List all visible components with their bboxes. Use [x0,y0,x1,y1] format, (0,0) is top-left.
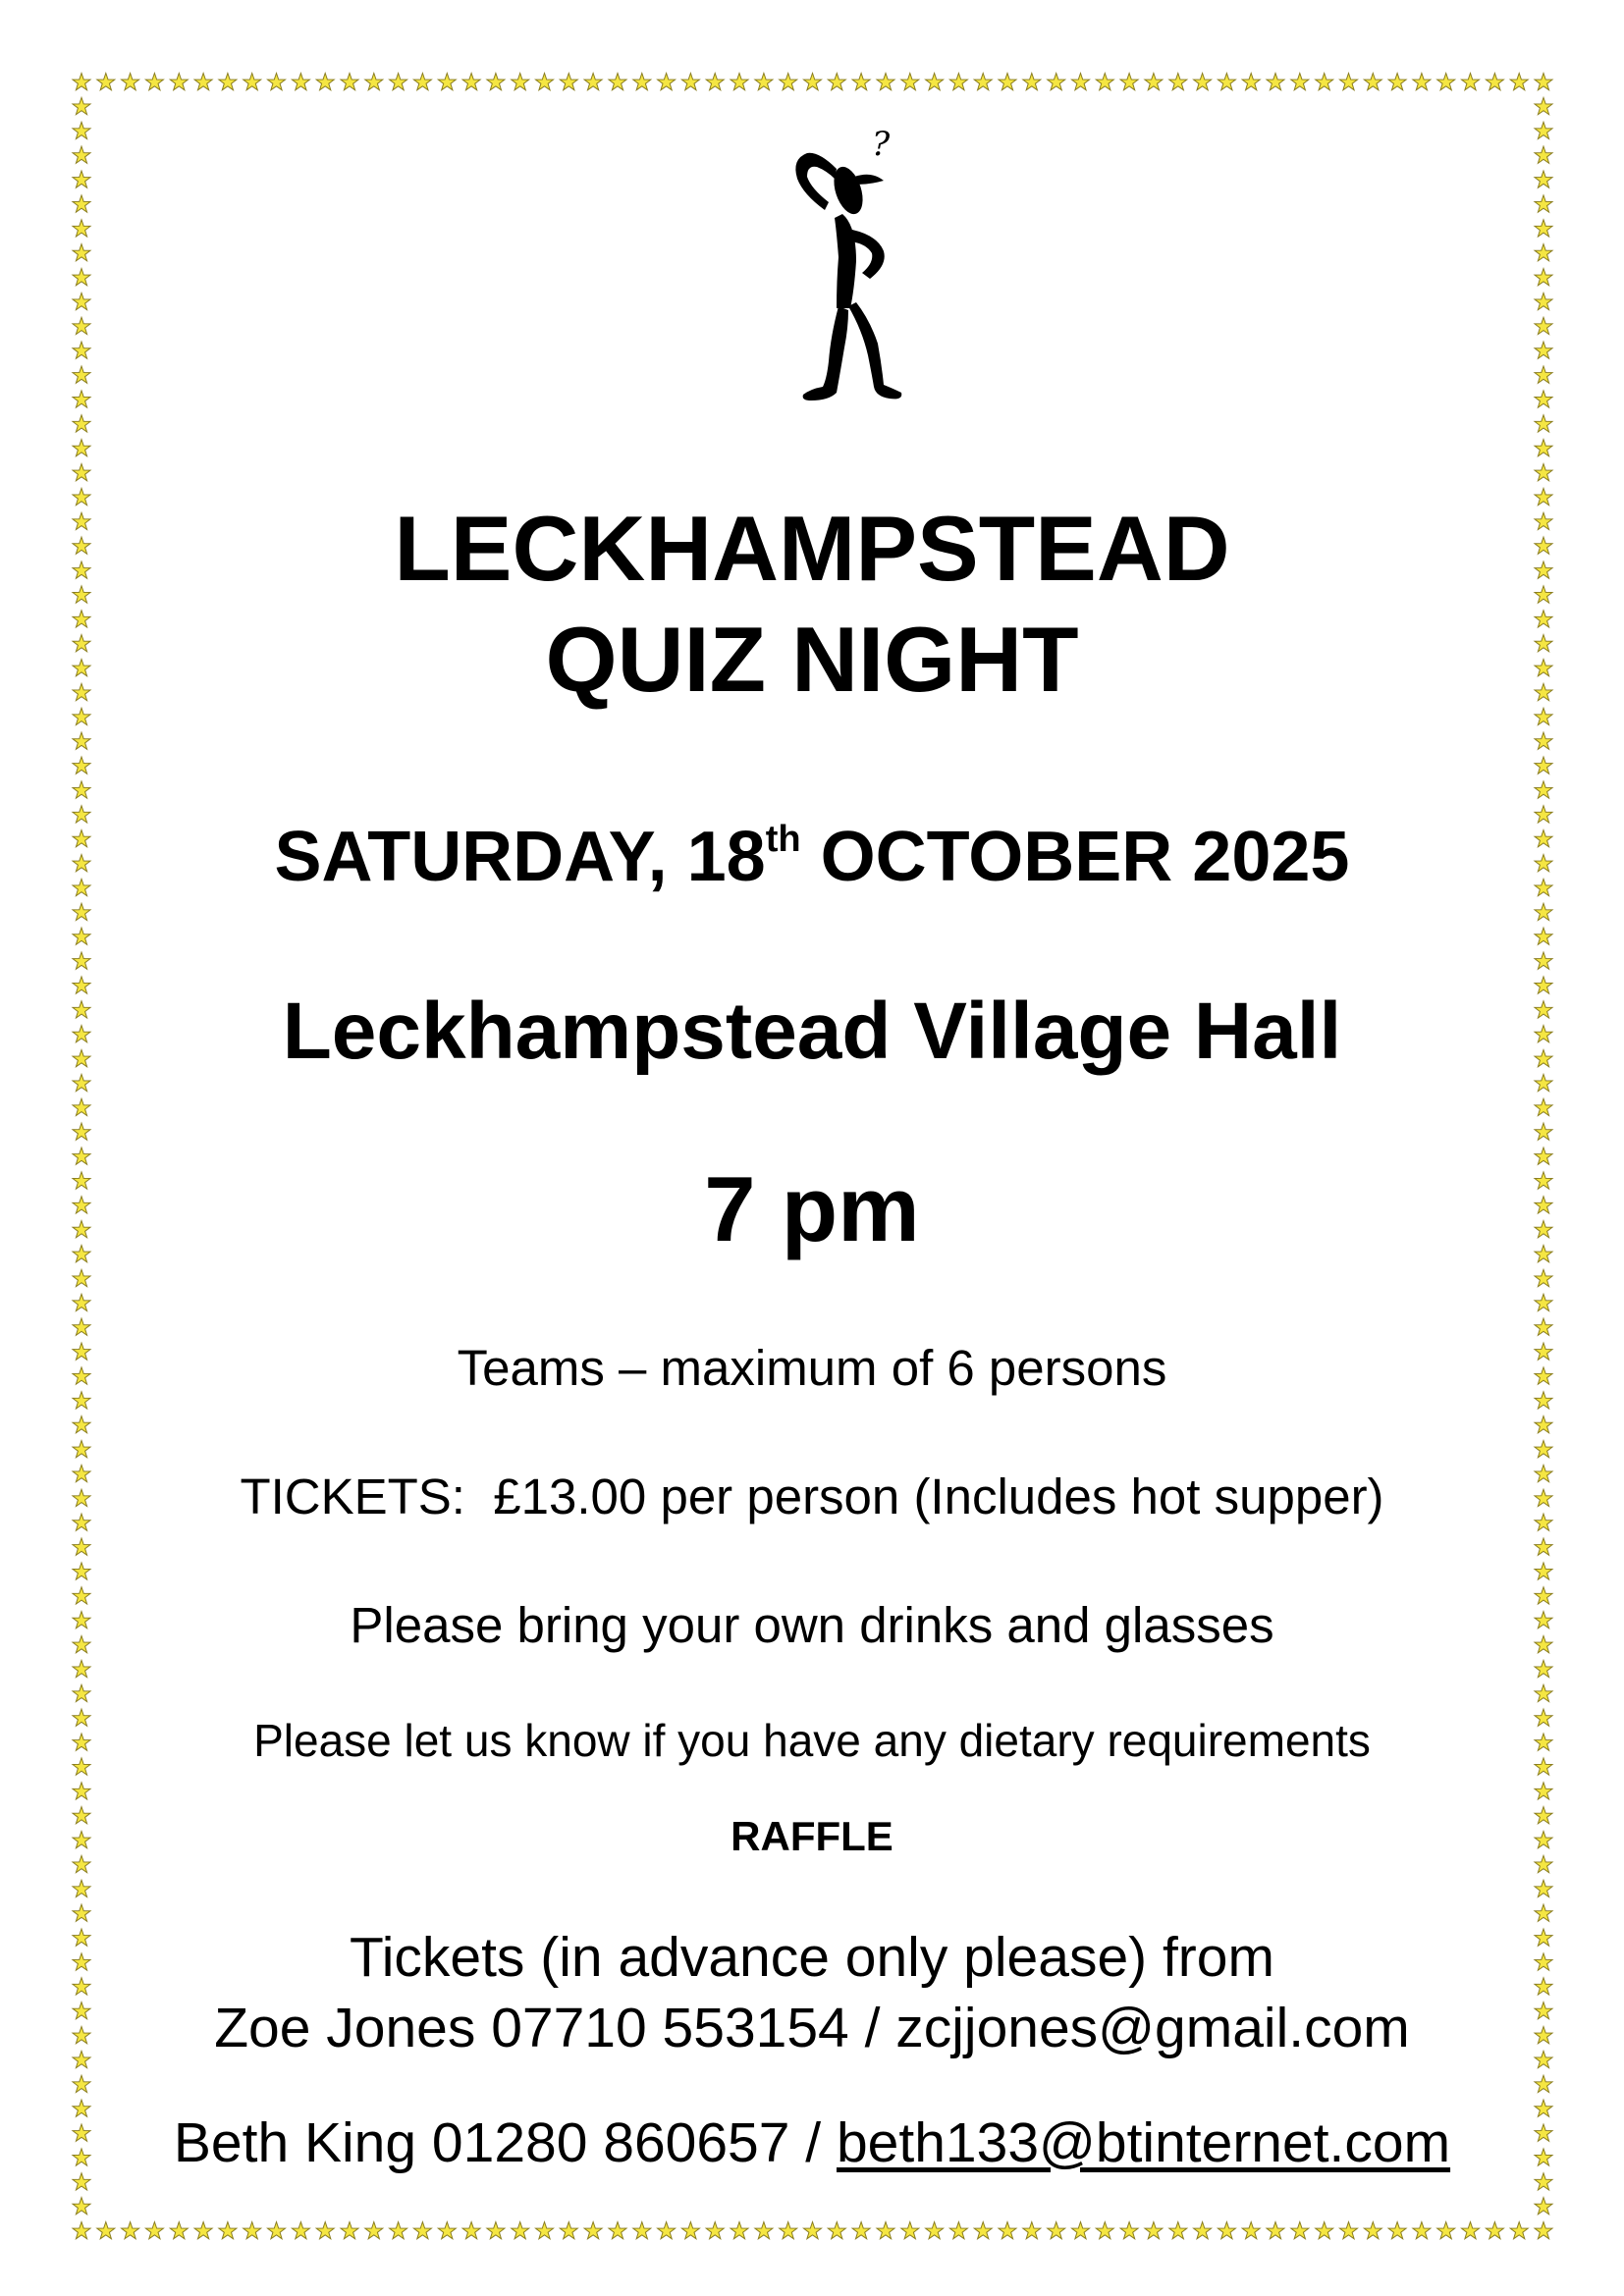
star-icon [73,1269,90,1286]
title-line-1: LECKHAMPSTEAD [394,497,1230,600]
star-icon [1535,220,1552,237]
confused-stick-figure-icon [746,116,943,410]
star-icon [73,391,90,407]
star-icon [780,74,797,90]
star-icon [73,1416,90,1433]
star-icon [1535,440,1552,456]
star-icon [73,464,90,481]
star-icon [73,1294,90,1310]
star-icon [292,74,309,90]
star-icon [341,2222,358,2239]
star-icon [73,366,90,383]
star-icon [1535,2075,1552,2092]
star-icon [852,74,870,90]
star-icon [365,2222,383,2239]
title-line-2: QUIZ NIGHT [545,608,1079,711]
star-icon [73,1318,90,1335]
star-icon [73,1904,90,1921]
star-icon [1535,2173,1552,2190]
star-icon [170,2222,188,2239]
star-icon [1535,1074,1552,1091]
star-icon [1535,2198,1552,2215]
star-icon [828,74,845,90]
star-icon [73,1855,90,1872]
star-icon [1535,97,1552,114]
star-icon [73,342,90,358]
star-icon [1145,74,1163,90]
star-icon [1535,1441,1552,1458]
star-icon [219,2222,237,2239]
star-icon [73,1098,90,1115]
star-icon [316,74,334,90]
star-icon [1340,74,1358,90]
star-icon [1169,2222,1187,2239]
event-time: 7 pm [704,1157,920,1260]
star-icon [512,2222,529,2239]
star-icon [1535,928,1552,944]
star-icon [1535,952,1552,969]
star-icon [194,74,212,90]
star-icon [73,781,90,798]
star-icon [1267,74,1284,90]
contact-zoe-jones: Zoe Jones 07710 553154 / zcjjones@gmail.com [214,1997,1410,2059]
event-venue: Leckhampstead Village Hall [282,987,1342,1076]
star-icon [438,74,456,90]
star-icon [804,74,822,90]
star-icon [1510,74,1528,90]
star-icon [487,74,505,90]
star-icon [73,708,90,724]
star-icon [1535,342,1552,358]
star-icon [73,757,90,774]
star-icon [1535,708,1552,724]
star-icon [1120,74,1138,90]
star-icon [73,244,90,261]
star-icon [1267,2222,1284,2239]
star-icon [1535,1416,1552,1433]
star-icon [1535,1318,1552,1335]
star-icon [73,1783,90,1799]
star-icon [1194,74,1212,90]
contact-beth-king [0,2111,1624,2174]
star-icon [731,74,748,90]
star-icon [73,928,90,944]
star-icon [1535,122,1552,138]
star-icon [73,415,90,432]
event-date-ordinal: th [765,819,801,860]
star-icon [633,2222,651,2239]
star-icon [1535,366,1552,383]
star-icon [73,1563,90,1579]
star-icon [73,1123,90,1140]
star-icon [658,2222,676,2239]
beth-email-link[interactable]: beth133@btinternet.com [836,2111,1451,2174]
star-icon [1535,1294,1552,1310]
star-icon [584,74,602,90]
star-icon [1413,74,1431,90]
star-icon [73,2173,90,2190]
star-icon [462,2222,480,2239]
star-icon [1072,74,1090,90]
event-date-day: SATURDAY, 18 [274,818,766,896]
star-icon [145,74,163,90]
star-icon [1535,1684,1552,1701]
star-icon [1169,74,1187,90]
star-icon [1535,1904,1552,1921]
star-icon [949,2222,967,2239]
star-icon [706,74,724,90]
star-icon [901,74,919,90]
star-icon [73,1660,90,1677]
star-icon [1535,1148,1552,1164]
star-icon [1316,74,1333,90]
star-icon [1535,74,1552,90]
star-icon [1023,2222,1041,2239]
star-icon [1535,269,1552,286]
star-icon [1535,317,1552,334]
star-icon [1218,74,1235,90]
star-icon [73,2198,90,2215]
star-icon [974,2222,992,2239]
star-icon [706,2222,724,2239]
star-icon [1535,2100,1552,2116]
star-icon [560,2222,577,2239]
star-icon [1535,244,1552,261]
star-icon [145,2222,163,2239]
star-icon [1413,2222,1431,2239]
star-icon [1242,74,1260,90]
star-icon [999,2222,1016,2239]
star-icon [1535,781,1552,798]
event-date [0,818,1624,896]
star-icon [73,952,90,969]
star-icon [512,74,529,90]
star-icon [413,74,431,90]
star-icon [1535,146,1552,163]
star-icon [1096,2222,1113,2239]
star-icon [73,220,90,237]
star-icon [73,2075,90,2092]
star-icon [1388,74,1406,90]
star-icon [73,269,90,286]
star-icon [73,74,90,90]
star-icon [1340,2222,1358,2239]
star-icon [1535,1563,1552,1579]
star-icon [1291,2222,1309,2239]
star-icon [1535,1855,1552,1872]
star-icon [1364,2222,1381,2239]
star-icon [1535,293,1552,309]
star-icon [341,74,358,90]
star-icon [73,440,90,456]
star-icon [73,97,90,114]
star-icon [828,2222,845,2239]
star-icon [755,2222,773,2239]
star-icon [1486,2222,1503,2239]
contact-beth-details: Beth King 01280 860657 / [173,2111,837,2174]
star-icon [73,171,90,187]
star-icon [560,74,577,90]
star-icon [438,2222,456,2239]
star-icon [1535,415,1552,432]
star-icon [536,74,554,90]
star-icon [316,2222,334,2239]
star-icon [804,2222,822,2239]
star-icon [1437,2222,1455,2239]
star-icon [584,2222,602,2239]
star-icon [926,2222,944,2239]
star-icon [1535,1392,1552,1409]
star-icon [244,74,261,90]
star-icon [122,74,139,90]
star-icon [1535,732,1552,749]
star-icon [1364,74,1381,90]
star-icon [1535,171,1552,187]
star-icon [73,1074,90,1091]
star-icon [1535,757,1552,774]
star-icon [292,2222,309,2239]
star-icon [755,74,773,90]
star-icon [73,2222,90,2239]
star-icon [1120,2222,1138,2239]
star-icon [1535,464,1552,481]
star-icon [97,2222,115,2239]
star-icon [268,74,286,90]
star-icon [73,195,90,212]
star-icon [1218,2222,1235,2239]
star-icon [1535,1098,1552,1115]
star-icon [390,2222,407,2239]
star-icon [1535,195,1552,212]
star-icon [1462,74,1480,90]
star-icon [633,74,651,90]
star-icon [1535,1269,1552,1286]
star-icon [731,2222,748,2239]
star-icon [73,1441,90,1458]
dietary-info: Please let us know if you have any dietary requirements [253,1715,1371,1766]
star-icon [1023,74,1041,90]
star-icon [390,74,407,90]
star-icon [1535,1123,1552,1140]
drinks-info: Please bring your own drinks and glasses [350,1597,1274,1653]
star-icon [1291,74,1309,90]
star-icon [658,74,676,90]
teams-info: Teams – maximum of 6 persons [457,1340,1167,1396]
star-icon [122,2222,139,2239]
star-icon [1316,2222,1333,2239]
star-icon [949,74,967,90]
star-icon [487,2222,505,2239]
star-icon [73,146,90,163]
star-icon [73,1148,90,1164]
star-icon [73,293,90,309]
star-icon [73,122,90,138]
star-icon [73,1538,90,1555]
star-icon [170,74,188,90]
star-icon [97,74,115,90]
star-icon [901,2222,919,2239]
star-icon [1535,1538,1552,1555]
star-icon [877,2222,894,2239]
event-date-month-year: OCTOBER 2025 [800,818,1350,896]
star-icon [877,74,894,90]
ticket-price-info: TICKETS: £13.00 per person (Includes hot supper) [240,1468,1384,1524]
star-icon [365,74,383,90]
star-icon [999,74,1016,90]
star-icon [1535,2222,1552,2239]
star-icon [73,2100,90,2116]
star-icon [244,2222,261,2239]
star-icon [1535,1660,1552,1677]
ticket-advance-note: Tickets (in advance only please) from [350,1926,1274,1989]
star-icon [1535,1880,1552,1896]
star-icon [609,74,626,90]
raffle-label: RAFFLE [731,1813,893,1859]
star-icon [780,2222,797,2239]
star-icon [73,1684,90,1701]
star-icon [1510,2222,1528,2239]
star-icon [609,2222,626,2239]
star-icon [1462,2222,1480,2239]
star-icon [1194,2222,1212,2239]
star-icon [73,1392,90,1409]
star-icon [681,2222,699,2239]
star-icon [1048,74,1065,90]
star-icon [1437,74,1455,90]
star-icon [1145,2222,1163,2239]
star-icon [1535,903,1552,920]
star-icon [536,2222,554,2239]
star-icon [73,1880,90,1896]
star-icon [681,74,699,90]
star-icon [1048,2222,1065,2239]
star-icon [1072,2222,1090,2239]
star-icon [194,2222,212,2239]
star-icon [974,74,992,90]
star-icon [268,2222,286,2239]
star-icon [462,74,480,90]
star-icon [413,2222,431,2239]
star-icon [1388,2222,1406,2239]
star-icon [1535,391,1552,407]
star-icon [1486,74,1503,90]
star-icon [1242,2222,1260,2239]
star-icon [73,903,90,920]
star-icon [73,732,90,749]
star-icon [73,317,90,334]
star-icon [926,74,944,90]
question-mark-glyph: ? [872,125,891,164]
star-icon [1535,1783,1552,1799]
star-icon [1096,74,1113,90]
star-icon [219,74,237,90]
star-icon [852,2222,870,2239]
